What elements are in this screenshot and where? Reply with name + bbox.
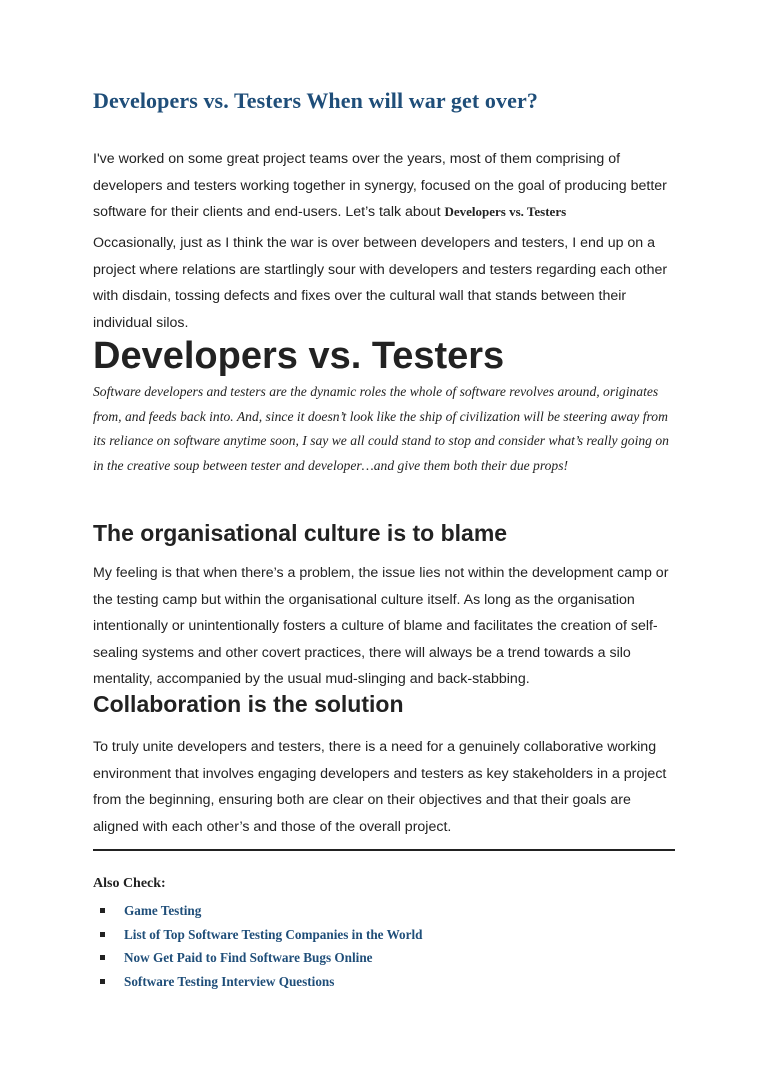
italic-quote: Software developers and testers are the dynamic roles the whole of software revolves around, originates from, and feeds back into. And, since it doesn’t look like the ship of civilization will be steering away from its reliance on software anytime soon, I say we all could stand to stop and consider what’s really going on in the creative soup between tester and developer…and give them both their due props! [93, 384, 669, 473]
link-top-testing-companies[interactable]: List of Top Software Testing Companies in the World [124, 926, 423, 942]
square-bullet-icon [100, 979, 105, 984]
square-bullet-icon [100, 908, 105, 913]
also-check-list [100, 899, 423, 993]
intro-text: I've worked on some great project teams over the years, most of them comprising of developers and testers working together in synergy, focused on the goal of producing better software for their clients and end-users. Let’s talk about [93, 151, 667, 220]
list-item [100, 923, 423, 947]
section-body-culture: My feeling is that when there’s a problem, the issue lies not within the development camp or the testing camp but within the organisational culture itself. As long as the organisation intentionally or unintentionally fosters a culture of blame and facilitates the creation of self-sealing systems and other covert practices, there will always be a trend towards a silo mentality, accompanied by the usual mud-slinging and back-stabbing. [93, 565, 669, 687]
horizontal-divider [93, 849, 675, 851]
square-bullet-icon [100, 932, 105, 937]
main-heading: Developers vs. Testers [93, 335, 505, 377]
link-interview-questions[interactable]: Software Testing Interview Questions [124, 973, 335, 989]
list-item [100, 970, 423, 994]
square-bullet-icon [100, 955, 105, 960]
intro-paragraph [93, 146, 678, 226]
section-heading-collaboration: Collaboration is the solution [93, 691, 404, 717]
intro-strong-text: Developers vs. Testers [444, 204, 567, 219]
link-game-testing[interactable]: Game Testing [124, 903, 202, 918]
document-title: Developers vs. Testers When will war get over? [93, 88, 538, 113]
link-get-paid-find-bugs[interactable]: Now Get Paid to Find Software Bugs Online [124, 950, 373, 965]
paragraph-occasionally: Occasionally, just as I think the war is over between developers and testers, I end up on a project where relations are startlingly sour with developers and testers regarding each other with disdain, tossing defects and fixes over the cultural wall that stands between their individual silos. [93, 235, 668, 331]
section-body-collaboration: To truly unite developers and testers, there is a need for a genuinely collaborative working environment that involves engaging developers and testers as key stakeholders in a project from the beginning, ensuring both are clear on their objectives and that their goals are aligned with each other’s and those of the overall project. [93, 739, 667, 835]
section-heading-culture: The organisational culture is to blame [93, 520, 508, 546]
list-item [100, 899, 423, 923]
also-check-label: Also Check: [93, 876, 166, 891]
list-item [100, 946, 423, 970]
